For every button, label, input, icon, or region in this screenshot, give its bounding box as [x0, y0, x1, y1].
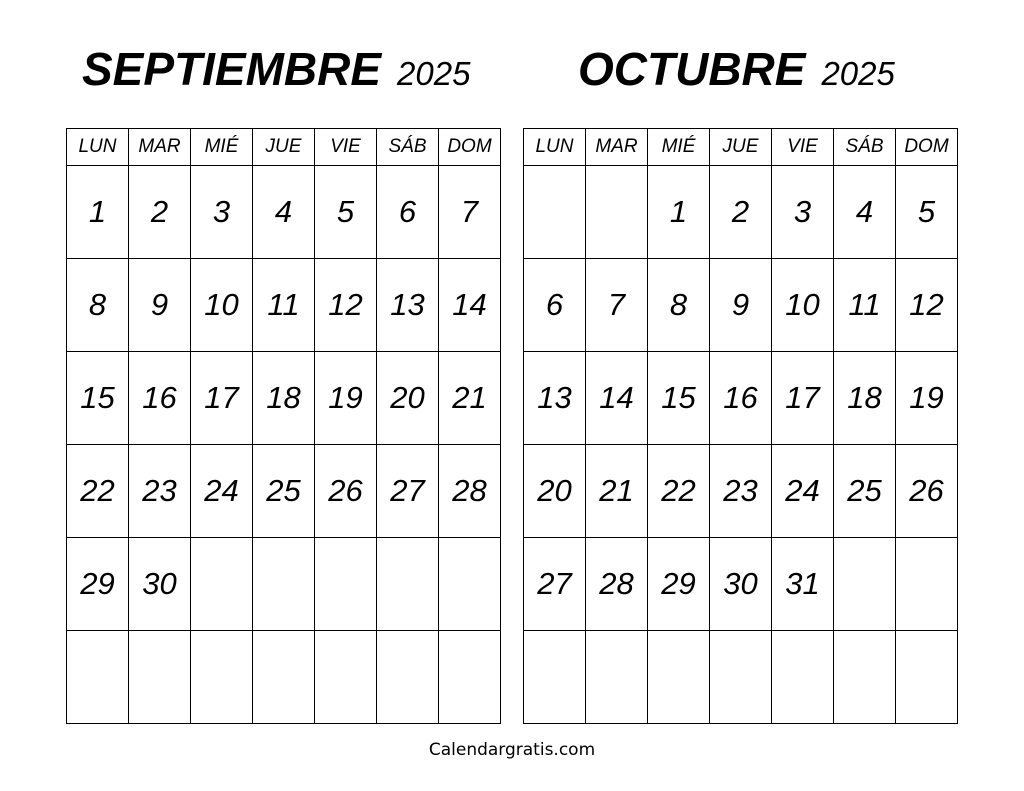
day-cell: 14: [586, 352, 648, 445]
weekday-header: SÁB: [377, 129, 439, 166]
week-row: [524, 259, 958, 352]
day-cell: [834, 631, 896, 724]
footer-site-name: Calendargratis.com: [428, 740, 596, 760]
day-cell: 12: [315, 259, 377, 352]
day-cell: 30: [129, 538, 191, 631]
weekday-header: JUE: [710, 129, 772, 166]
day-cell: [191, 538, 253, 631]
week-row: [67, 631, 501, 724]
day-cell: [67, 631, 129, 724]
day-cell: 8: [67, 259, 129, 352]
day-cell: 10: [191, 259, 253, 352]
day-cell: 28: [439, 445, 501, 538]
day-cell: 27: [377, 445, 439, 538]
weekday-header: SÁB: [834, 129, 896, 166]
day-cell: 27: [524, 538, 586, 631]
week-row: [67, 259, 501, 352]
day-cell: [439, 631, 501, 724]
day-cell: 25: [253, 445, 315, 538]
day-cell: 2: [710, 166, 772, 259]
day-cell: 23: [710, 445, 772, 538]
day-cell: 31: [772, 538, 834, 631]
day-cell: [648, 631, 710, 724]
day-cell: 6: [377, 166, 439, 259]
day-cell: 17: [772, 352, 834, 445]
weekday-header: LUN: [67, 129, 129, 166]
day-cell: [896, 631, 958, 724]
day-cell: [253, 538, 315, 631]
week-row: [524, 631, 958, 724]
weekday-header: JUE: [253, 129, 315, 166]
weekday-header: MAR: [129, 129, 191, 166]
day-cell: 10: [772, 259, 834, 352]
day-cell: [439, 538, 501, 631]
day-cell: 16: [710, 352, 772, 445]
day-cell: 12: [896, 259, 958, 352]
day-cell: [834, 538, 896, 631]
day-cell: 6: [524, 259, 586, 352]
weekday-header: MIÉ: [648, 129, 710, 166]
weekday-header: VIE: [772, 129, 834, 166]
weekday-header: DOM: [896, 129, 958, 166]
day-cell: 20: [377, 352, 439, 445]
day-cell: 8: [648, 259, 710, 352]
month-year: 2025: [397, 55, 471, 92]
day-cell: 24: [772, 445, 834, 538]
day-cell: [253, 631, 315, 724]
calendar-grid-september: [66, 128, 501, 724]
day-cell: 5: [896, 166, 958, 259]
calendar-grid-october: [523, 128, 958, 724]
day-cell: 11: [834, 259, 896, 352]
day-cell: 15: [67, 352, 129, 445]
day-cell: 29: [648, 538, 710, 631]
day-cell: 1: [67, 166, 129, 259]
day-cell: 22: [67, 445, 129, 538]
day-cell: 18: [834, 352, 896, 445]
day-cell: 9: [129, 259, 191, 352]
week-row: [67, 166, 501, 259]
day-cell: [191, 631, 253, 724]
day-cell: 15: [648, 352, 710, 445]
day-cell: [896, 538, 958, 631]
week-row: [67, 445, 501, 538]
day-cell: 30: [710, 538, 772, 631]
day-cell: 5: [315, 166, 377, 259]
weekday-header-row: [524, 129, 958, 166]
day-cell: [315, 538, 377, 631]
day-cell: 16: [129, 352, 191, 445]
week-row: [67, 538, 501, 631]
day-cell: [772, 631, 834, 724]
weekday-header-row: [67, 129, 501, 166]
day-cell: 23: [129, 445, 191, 538]
month-title-september: [82, 42, 470, 96]
day-cell: 20: [524, 445, 586, 538]
day-cell: [129, 631, 191, 724]
day-cell: [377, 631, 439, 724]
day-cell: 3: [772, 166, 834, 259]
weekday-header: VIE: [315, 129, 377, 166]
day-cell: 29: [67, 538, 129, 631]
day-cell: [586, 166, 648, 259]
day-cell: [586, 631, 648, 724]
month-year: 2025: [821, 55, 895, 92]
day-cell: 19: [896, 352, 958, 445]
day-cell: 9: [710, 259, 772, 352]
week-row: [524, 538, 958, 631]
day-cell: 25: [834, 445, 896, 538]
day-cell: 7: [439, 166, 501, 259]
day-cell: 17: [191, 352, 253, 445]
day-cell: 24: [191, 445, 253, 538]
day-cell: 7: [586, 259, 648, 352]
day-cell: 26: [896, 445, 958, 538]
day-cell: 13: [524, 352, 586, 445]
day-cell: [524, 166, 586, 259]
day-cell: 26: [315, 445, 377, 538]
day-cell: 13: [377, 259, 439, 352]
day-cell: 2: [129, 166, 191, 259]
day-cell: 19: [315, 352, 377, 445]
week-row: [67, 352, 501, 445]
day-cell: 21: [439, 352, 501, 445]
week-row: [524, 166, 958, 259]
day-cell: [524, 631, 586, 724]
weekday-header: MIÉ: [191, 129, 253, 166]
week-row: [524, 445, 958, 538]
day-cell: [377, 538, 439, 631]
day-cell: 11: [253, 259, 315, 352]
day-cell: 18: [253, 352, 315, 445]
day-cell: 1: [648, 166, 710, 259]
day-cell: 3: [191, 166, 253, 259]
month-name: SEPTIEMBRE: [82, 43, 382, 95]
day-cell: 21: [586, 445, 648, 538]
weekday-header: LUN: [524, 129, 586, 166]
day-cell: [315, 631, 377, 724]
day-cell: 14: [439, 259, 501, 352]
week-row: [524, 352, 958, 445]
day-cell: 28: [586, 538, 648, 631]
month-title-october: [578, 42, 895, 96]
day-cell: 22: [648, 445, 710, 538]
weekday-header: DOM: [439, 129, 501, 166]
day-cell: 4: [834, 166, 896, 259]
month-name: OCTUBRE: [578, 43, 806, 95]
day-cell: 4: [253, 166, 315, 259]
weekday-header: MAR: [586, 129, 648, 166]
day-cell: [710, 631, 772, 724]
